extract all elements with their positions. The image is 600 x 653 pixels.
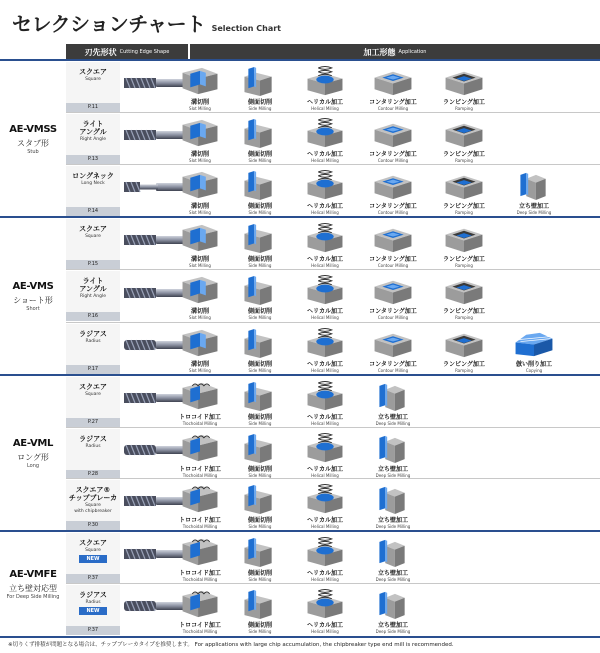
helical-icon [292,117,358,150]
contour-icon [360,274,426,307]
catalog-page-link[interactable]: P.13 [66,155,120,164]
helical-icon [292,483,358,516]
application-helical [292,117,358,163]
application-name-en: Trochoidal Milling [182,524,218,529]
shape-name-en: Square [85,77,101,82]
application-name-jp: トロコイド加工 [179,517,221,524]
ramping-icon [431,117,497,150]
application-ramping [431,65,497,111]
application-name-en: Contour Milling [377,368,409,373]
application-contour [360,274,426,320]
page-title [12,8,281,38]
header-app-jp: 加工形態 [363,47,396,57]
deepside-icon [360,536,426,569]
application-name-jp: ヘリカル加工 [307,99,343,106]
slot-icon [167,117,233,150]
shape-name-jp: ロングネック [72,172,114,180]
application-side [227,117,293,163]
application-name-jp: 溝切削 [190,203,209,210]
series-divider [0,374,600,376]
shape-name-en: Radius [85,339,101,344]
application-name-en: Side Milling [248,629,272,634]
application-contour [360,65,426,111]
application-slot [167,65,233,111]
application-name-jp: ヘリカル加工 [307,517,343,524]
side-icon [227,117,293,150]
application-side [227,65,293,111]
shape-name-jp: ライト [82,120,104,128]
copying-icon [501,327,567,360]
table-bottom-rule [0,636,600,638]
slot-icon [167,169,233,202]
series-divider [0,59,600,61]
deepside-icon [360,432,426,465]
application-ramping [431,274,497,320]
trochoidal-icon [167,483,233,516]
header-application [190,44,600,60]
row-divider [66,164,600,165]
application-name-jp: トロコイド加工 [179,414,221,421]
application-name-en: Ramping [455,158,473,163]
shape-name-jp: ラジアス [79,330,107,338]
trochoidal-icon [167,536,233,569]
application-trochoidal [167,380,233,426]
application-name-en: Helical Milling [311,106,339,111]
application-name-jp: ランピング加工 [443,361,485,368]
application-name-jp: 側面切削 [247,361,272,368]
application-name-jp: ヘリカル加工 [307,622,343,629]
application-name-jp: 側面切削 [247,466,272,473]
application-name-jp: コンタリング加工 [369,361,417,368]
application-name-en: Slot Milling [189,210,211,215]
application-name-en: Ramping [455,315,473,320]
application-name-en: Trochoidal Milling [182,577,218,582]
row-divider [66,322,600,323]
shape-name-jp: スクエア [79,383,107,391]
application-ramping [431,169,497,215]
application-name-jp: ヘリカル加工 [307,308,343,315]
contour-icon [360,169,426,202]
application-name-en: Helical Milling [311,473,339,478]
row-divider [66,112,600,113]
side-icon [227,274,293,307]
series-code: AE-VMFE [9,568,57,580]
application-helical [292,274,358,320]
application-name-en: Side Milling [248,524,272,529]
cutting-edge-shape-cell [66,166,120,216]
catalog-page-link[interactable]: P.11 [66,103,120,112]
application-name-en: Side Milling [248,577,272,582]
shape-name-jp: ラジアス [79,435,107,443]
application-copying [501,327,567,373]
shape-name-jp: ライト [82,277,104,285]
shape-name-en: Square [85,548,101,553]
application-name-en: Helical Milling [311,210,339,215]
helical-icon [292,380,358,413]
series-type-jp: 立ち壁対応型 [9,583,57,593]
helical-icon [292,65,358,98]
application-name-jp: 側面切削 [247,570,272,577]
series-type-en: Long [26,463,40,469]
application-name-en: Side Milling [248,421,272,426]
catalog-page-link[interactable]: P.17 [66,365,120,374]
catalog-page-link[interactable]: P.27 [66,418,120,427]
side-icon [227,65,293,98]
application-name-jp: コンタリング加工 [369,256,417,263]
application-name-en: Helical Milling [311,577,339,582]
shape-name-en: Right Angle [79,294,107,299]
cutting-edge-shape-cell [66,585,120,635]
application-name-jp: ヘリカル加工 [307,256,343,263]
application-name-en: Deep Side Milling [516,210,552,215]
application-name-en: Side Milling [248,210,272,215]
application-trochoidal [167,432,233,478]
application-side [227,327,293,373]
application-name-en: Contour Milling [377,210,409,215]
cutting-edge-shape-cell [66,271,120,321]
helical-icon [292,588,358,621]
header-shape-jp: 刃先形状 [84,47,117,57]
deepside-icon [360,483,426,516]
application-name-en: Side Milling [248,473,272,478]
application-name-en: Helical Milling [311,421,339,426]
application-name-en: Helical Milling [311,629,339,634]
new-badge: NEW [79,555,107,563]
series-type-jp: スタブ形 [17,138,49,148]
application-name-en: Ramping [455,106,473,111]
shape-name-jp: チップブレーカ [68,494,118,502]
application-name-en: Deep Side Milling [375,421,411,426]
series-divider [0,216,600,218]
application-name-jp: 立ち壁加工 [377,570,408,577]
deepside-icon [501,169,567,202]
application-side [227,588,293,634]
application-side [227,222,293,268]
shape-name-en: Square [85,392,101,397]
application-ramping [431,222,497,268]
application-contour [360,117,426,163]
shape-name-en: Square [85,234,101,239]
slot-icon [167,327,233,360]
catalog-page-link[interactable]: P.30 [66,521,120,530]
catalog-page-link[interactable]: P.14 [66,207,120,216]
helical-icon [292,432,358,465]
application-name-jp: コンタリング加工 [369,99,417,106]
series-code: AE-VML [12,438,54,449]
application-name-en: Deep Side Milling [375,577,411,582]
application-name-en: Contour Milling [377,158,409,163]
application-name-jp: 溝切削 [190,151,209,158]
side-icon [227,588,293,621]
series-type-en: Stub [27,148,39,155]
slot-icon [167,65,233,98]
application-deepside [360,380,426,426]
contour-icon [360,222,426,255]
application-name-en: Contour Milling [377,106,409,111]
catalog-page-link[interactable]: P.37 [66,626,120,635]
page-title-en: Selection Chart [211,24,281,33]
series-label [0,218,66,375]
application-name-jp: コンタリング加工 [369,151,417,158]
application-name-jp: ヘリカル加工 [307,361,343,368]
helical-icon [292,327,358,360]
application-slot [167,169,233,215]
cutting-edge-shape-cell [66,114,120,164]
application-name-en: Side Milling [248,263,272,268]
application-deepside [360,483,426,529]
shape-name-jp: スクエア [79,539,107,547]
application-side [227,483,293,529]
trochoidal-icon [167,588,233,621]
cutting-edge-shape-cell [66,429,120,479]
application-helical [292,327,358,373]
cutting-edge-shape-cell [66,324,120,374]
application-deepside [360,432,426,478]
side-icon [227,327,293,360]
slot-icon [167,222,233,255]
contour-icon [360,117,426,150]
helical-icon [292,536,358,569]
header-cutting-edge-shape [66,44,188,60]
application-name-en: Ramping [455,210,473,215]
application-slot [167,117,233,163]
application-name-jp: トロコイド加工 [179,622,221,629]
shape-name-en: Square [85,503,101,508]
cutting-edge-shape-cell [66,533,120,583]
slot-icon [167,274,233,307]
cutting-edge-shape-cell [66,480,120,530]
application-name-jp: 溝切削 [190,361,209,368]
application-name-jp: 側面切削 [247,151,272,158]
series-type-en: Short [26,306,40,312]
header-app-en: Application [398,49,427,55]
shape-name-jp: アングル [79,128,107,136]
series-type-en: For Deep Side Milling [6,593,60,600]
application-deepside [360,536,426,582]
helical-icon [292,222,358,255]
application-deepside [501,169,567,215]
application-trochoidal [167,588,233,634]
application-name-en: Side Milling [248,368,272,373]
application-name-en: Helical Milling [311,263,339,268]
application-name-jp: ヘリカル加工 [307,151,343,158]
application-ramping [431,327,497,373]
application-name-jp: 溝切削 [190,308,209,315]
application-name-jp: 側面切削 [247,414,272,421]
application-helical [292,380,358,426]
application-name-en: Trochoidal Milling [182,629,218,634]
series-label [0,532,66,636]
application-name-en: Helical Milling [311,315,339,320]
application-name-jp: 立ち壁加工 [377,622,408,629]
side-icon [227,483,293,516]
series-label [0,376,66,531]
ramping-icon [431,327,497,360]
shape-name-jp: ラジアス [79,591,107,599]
application-helical [292,222,358,268]
catalog-page-link[interactable]: P.28 [66,470,120,479]
application-slot [167,327,233,373]
application-side [227,169,293,215]
series-label [0,61,66,217]
row-divider [66,269,600,270]
application-name-jp: ランピング加工 [443,308,485,315]
shape-name-jp: スクエア [79,68,107,76]
cutting-edge-shape-cell [66,377,120,427]
application-name-en: Ramping [455,263,473,268]
application-contour [360,222,426,268]
application-name-jp: 溝切削 [190,99,209,106]
application-slot [167,222,233,268]
catalog-page-link[interactable]: P.16 [66,312,120,321]
catalog-page-link[interactable]: P.15 [66,260,120,269]
application-side [227,274,293,320]
application-helical [292,432,358,478]
trochoidal-icon [167,432,233,465]
application-name-jp: 立ち壁加工 [377,517,408,524]
shape-name-jp: スクエア [79,225,107,233]
application-name-en: Deep Side Milling [375,473,411,478]
application-ramping [431,117,497,163]
application-side [227,380,293,426]
application-name-jp: トロコイド加工 [179,466,221,473]
application-name-jp: ランピング加工 [443,203,485,210]
application-contour [360,169,426,215]
series-divider [0,530,600,532]
row-divider [66,583,600,584]
ramping-icon [431,274,497,307]
application-side [227,536,293,582]
contour-icon [360,327,426,360]
table-header [66,44,600,60]
ramping-icon [431,222,497,255]
helical-icon [292,274,358,307]
application-name-jp: 側面切削 [247,203,272,210]
shape-name-en: Long Neck [81,181,105,186]
side-icon [227,432,293,465]
application-name-jp: ヘリカル加工 [307,570,343,577]
application-name-jp: 側面切削 [247,308,272,315]
application-trochoidal [167,536,233,582]
application-name-en: Slot Milling [189,368,211,373]
application-name-jp: 側面切削 [247,517,272,524]
catalog-page-link[interactable]: P.37 [66,574,120,583]
side-icon [227,222,293,255]
application-helical [292,588,358,634]
deepside-icon [360,588,426,621]
application-name-en: Trochoidal Milling [182,421,218,426]
application-name-jp: トロコイド加工 [179,570,221,577]
application-name-jp: ランピング加工 [443,151,485,158]
deepside-icon [360,380,426,413]
application-name-jp: ランピング加工 [443,99,485,106]
shape-name-en: Right Angle [79,137,107,142]
cutting-edge-shape-cell [66,219,120,269]
helical-icon [292,169,358,202]
application-helical [292,169,358,215]
application-name-en: Deep Side Milling [375,629,411,634]
application-name-en: Contour Milling [377,263,409,268]
series-type-jp: ショート形 [13,296,53,305]
application-helical [292,483,358,529]
application-name-en: Helical Milling [311,368,339,373]
application-name-jp: ヘリカル加工 [307,466,343,473]
application-name-jp: 側面切削 [247,256,272,263]
application-name-jp: 立ち壁加工 [377,414,408,421]
application-name-en: Trochoidal Milling [182,473,218,478]
application-name-jp: コンタリング加工 [369,308,417,315]
application-name-en: Copying [525,368,543,373]
application-name-jp: ヘリカル加工 [307,414,343,421]
application-name-en: Helical Milling [311,524,339,529]
application-name-jp: 立ち壁加工 [377,466,408,473]
application-name-jp: コンタリング加工 [369,203,417,210]
trochoidal-icon [167,380,233,413]
shape-name-jp: スクエア® [75,486,111,494]
application-name-en: Ramping [455,368,473,373]
side-icon [227,536,293,569]
series-code: AE-VMSS [9,123,57,135]
application-deepside [360,588,426,634]
application-name-jp: ヘリカル加工 [307,203,343,210]
application-slot [167,274,233,320]
series-code: AE-VMS [12,281,54,292]
shape-name-en: Radius [85,444,101,449]
application-name-jp: 側面切削 [247,622,272,629]
application-name-jp: 溝切削 [190,256,209,263]
contour-icon [360,65,426,98]
series-type-jp: ロング形 [17,453,49,462]
shape-name-en: with chipbreaker [74,509,112,514]
application-name-en: Side Milling [248,315,272,320]
application-name-en: Slot Milling [189,263,211,268]
application-name-jp: 倣い削り加工 [515,361,552,368]
application-contour [360,327,426,373]
application-name-en: Slot Milling [189,315,211,320]
page-title-jp: セレクションチャート [12,12,206,36]
application-name-en: Slot Milling [189,106,211,111]
application-name-en: Helical Milling [311,158,339,163]
footnote: ※切りくず排積が問題となる場合は、チップブレーカタイプを推奨します。 For applications with large chip accumulation, the chipbreaker type end mill is recommended. [8,642,454,648]
side-icon [227,169,293,202]
header-shape-en: Cutting Edge Shape [119,49,170,55]
application-helical [292,65,358,111]
application-name-en: Deep Side Milling [375,524,411,529]
application-name-en: Contour Milling [377,315,409,320]
application-trochoidal [167,483,233,529]
application-name-jp: 立ち壁加工 [518,203,549,210]
cutting-edge-shape-cell [66,62,120,112]
application-side [227,432,293,478]
application-name-en: Side Milling [248,106,272,111]
ramping-icon [431,65,497,98]
row-divider [66,427,600,428]
new-badge: NEW [79,607,107,615]
application-name-en: Slot Milling [189,158,211,163]
shape-name-en: Radius [85,600,101,605]
application-name-jp: ランピング加工 [443,256,485,263]
application-helical [292,536,358,582]
side-icon [227,380,293,413]
row-divider [66,478,600,479]
application-name-en: Side Milling [248,158,272,163]
ramping-icon [431,169,497,202]
application-name-jp: 側面切削 [247,99,272,106]
shape-name-jp: アングル [79,285,107,293]
